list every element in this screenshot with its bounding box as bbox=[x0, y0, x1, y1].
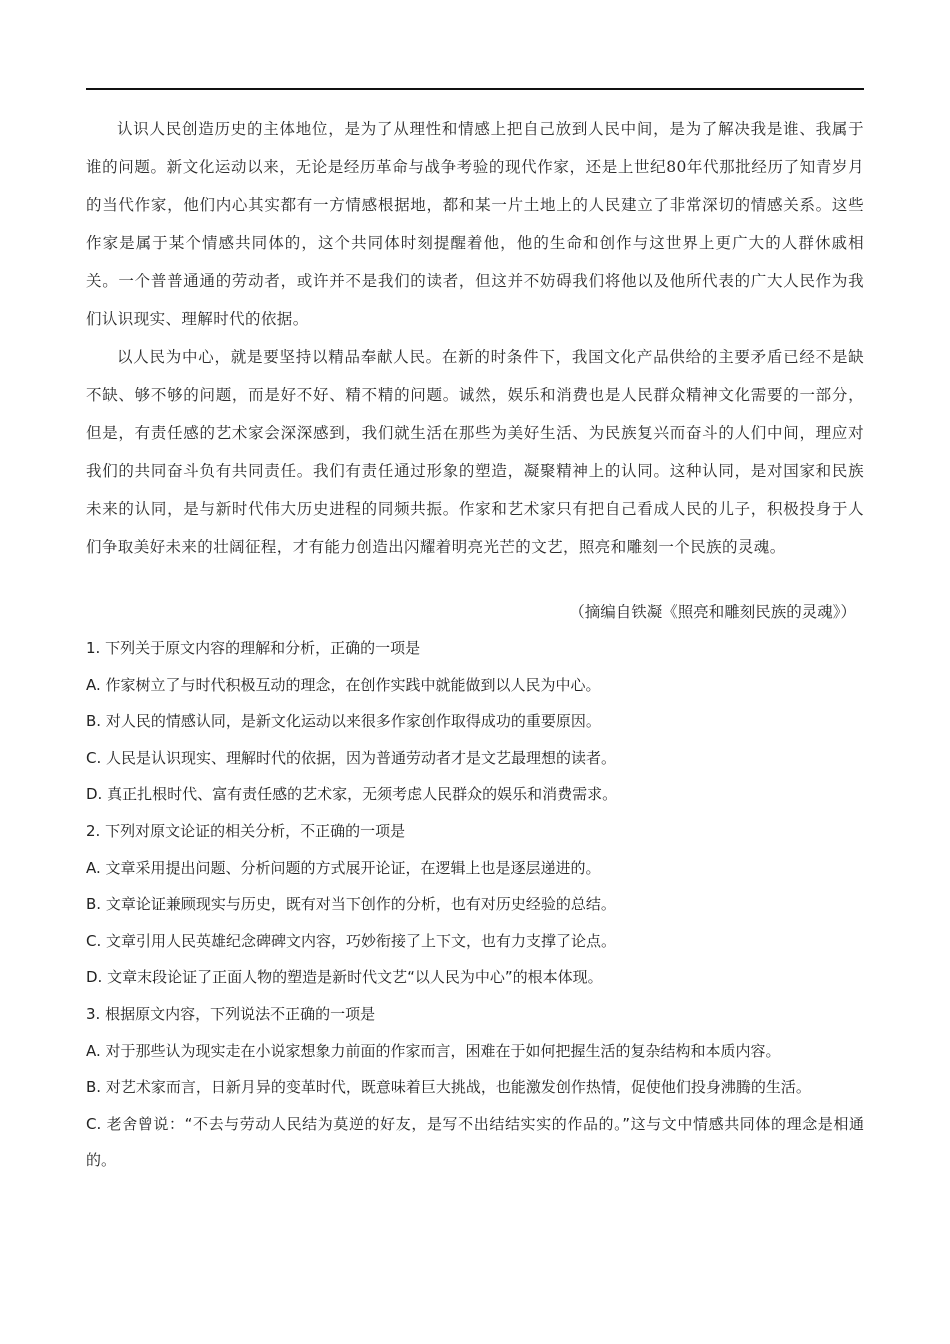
question-list bbox=[86, 630, 864, 1179]
option-c: C. 老舍曾说：“不去与劳动人民结为莫逆的好友，是写不出结结实实的作品的。”这与文中情感共同体的理念是相通的。 bbox=[86, 1114, 864, 1170]
option-d: D. 文章末段论证了正面人物的塑造是新时代文艺“以人民为中心”的根本体现。 bbox=[86, 968, 603, 987]
header-rule bbox=[86, 88, 864, 90]
question-3 bbox=[86, 996, 864, 1179]
option-a: A. 文章采用提出问题、分析问题的方式展开论证，在逻辑上也是逐层递进的。 bbox=[86, 858, 601, 877]
option-b: B. 文章论证兼顾现实与历史，既有对当下创作的分析，也有对历史经验的总结。 bbox=[86, 895, 616, 914]
option-b: B. 对人民的情感认同，是新文化运动以来很多作家创作取得成功的重要原因。 bbox=[86, 712, 601, 731]
passage-paragraph-1: 认识人民创造历史的主体地位，是为了从理性和情感上把自己放到人民中间，是为了解决我是谁、我属于谁的问题。新文化运动以来，无论是经历革命与战争考验的现代作家，还是上世纪80年代那批经历了知青岁月的当代作家，他们内心其实都有一方情感根据地，都和某一片土地上的人民建立了非常深切的情感关系。这些作家是属于某个情感共同体的，这个共同体时刻提醒着他，他的生命和创作与这世界上更广大的人群休戚相关。一个普普通通的劳动者，或许并不是我们的读者，但这并不妨碍我们将他以及他所代表的广大人民作为我们认识现实、理解时代的依据。 bbox=[86, 120, 864, 328]
reading-passage bbox=[86, 110, 864, 566]
question-1 bbox=[86, 630, 864, 813]
option-a: A. 对于那些认为现实走在小说家想象力前面的作家而言，困难在于如何把握生活的复杂结构和本质内容。 bbox=[86, 1041, 781, 1060]
question-stem: 2. 下列对原文论证的相关分析，不正确的一项是 bbox=[86, 821, 406, 840]
passage-paragraph-2: 以人民为中心，就是要坚持以精品奉献人民。在新的时条件下，我国文化产品供给的主要矛盾已经不是缺不缺、够不够的问题，而是好不好、精不精的问题。诚然，娱乐和消费也是人民群众精神文化需要的一部分，但是，有责任感的艺术家会深深感到，我们就生活在那些为美好生活、为民族复兴而奋斗的人们中间，理应对我们的共同奋斗负有共同责任。我们有责任通过形象的塑造，凝聚精神上的认同。这种认同，是对国家和民族未来的认同，是与新时代伟大历史进程的同频共振。作家和艺术家只有把自己看成人民的儿子，积极投身于人们争取美好未来的壮阔征程，才有能力创造出闪耀着明亮光芒的文艺，照亮和雕刻一个民族的灵魂。 bbox=[86, 348, 864, 556]
option-a: A. 作家树立了与时代积极互动的理念，在创作实践中就能做到以人民为中心。 bbox=[86, 675, 601, 694]
option-d: D. 真正扎根时代、富有责任感的艺术家，无须考虑人民群众的娱乐和消费需求。 bbox=[86, 785, 618, 804]
question-2 bbox=[86, 813, 864, 996]
question-stem: 3. 根据原文内容，下列说法不正确的一项是 bbox=[86, 1004, 376, 1023]
option-c: C. 人民是认识现实、理解时代的依据，因为普通劳动者才是文艺最理想的读者。 bbox=[86, 748, 617, 767]
question-stem: 1. 下列关于原文内容的理解和分析，正确的一项是 bbox=[86, 639, 421, 657]
passage-source: （摘编自铁凝《照亮和雕刻民族的灵魂》） bbox=[569, 603, 856, 621]
option-b: B. 对艺术家而言，日新月异的变革时代，既意味着巨大挑战，也能激发创作热情，促使他们投身沸腾的生活。 bbox=[86, 1078, 811, 1097]
option-c: C. 文章引用人民英雄纪念碑碑文内容，巧妙衔接了上下文，也有力支撑了论点。 bbox=[86, 931, 617, 950]
